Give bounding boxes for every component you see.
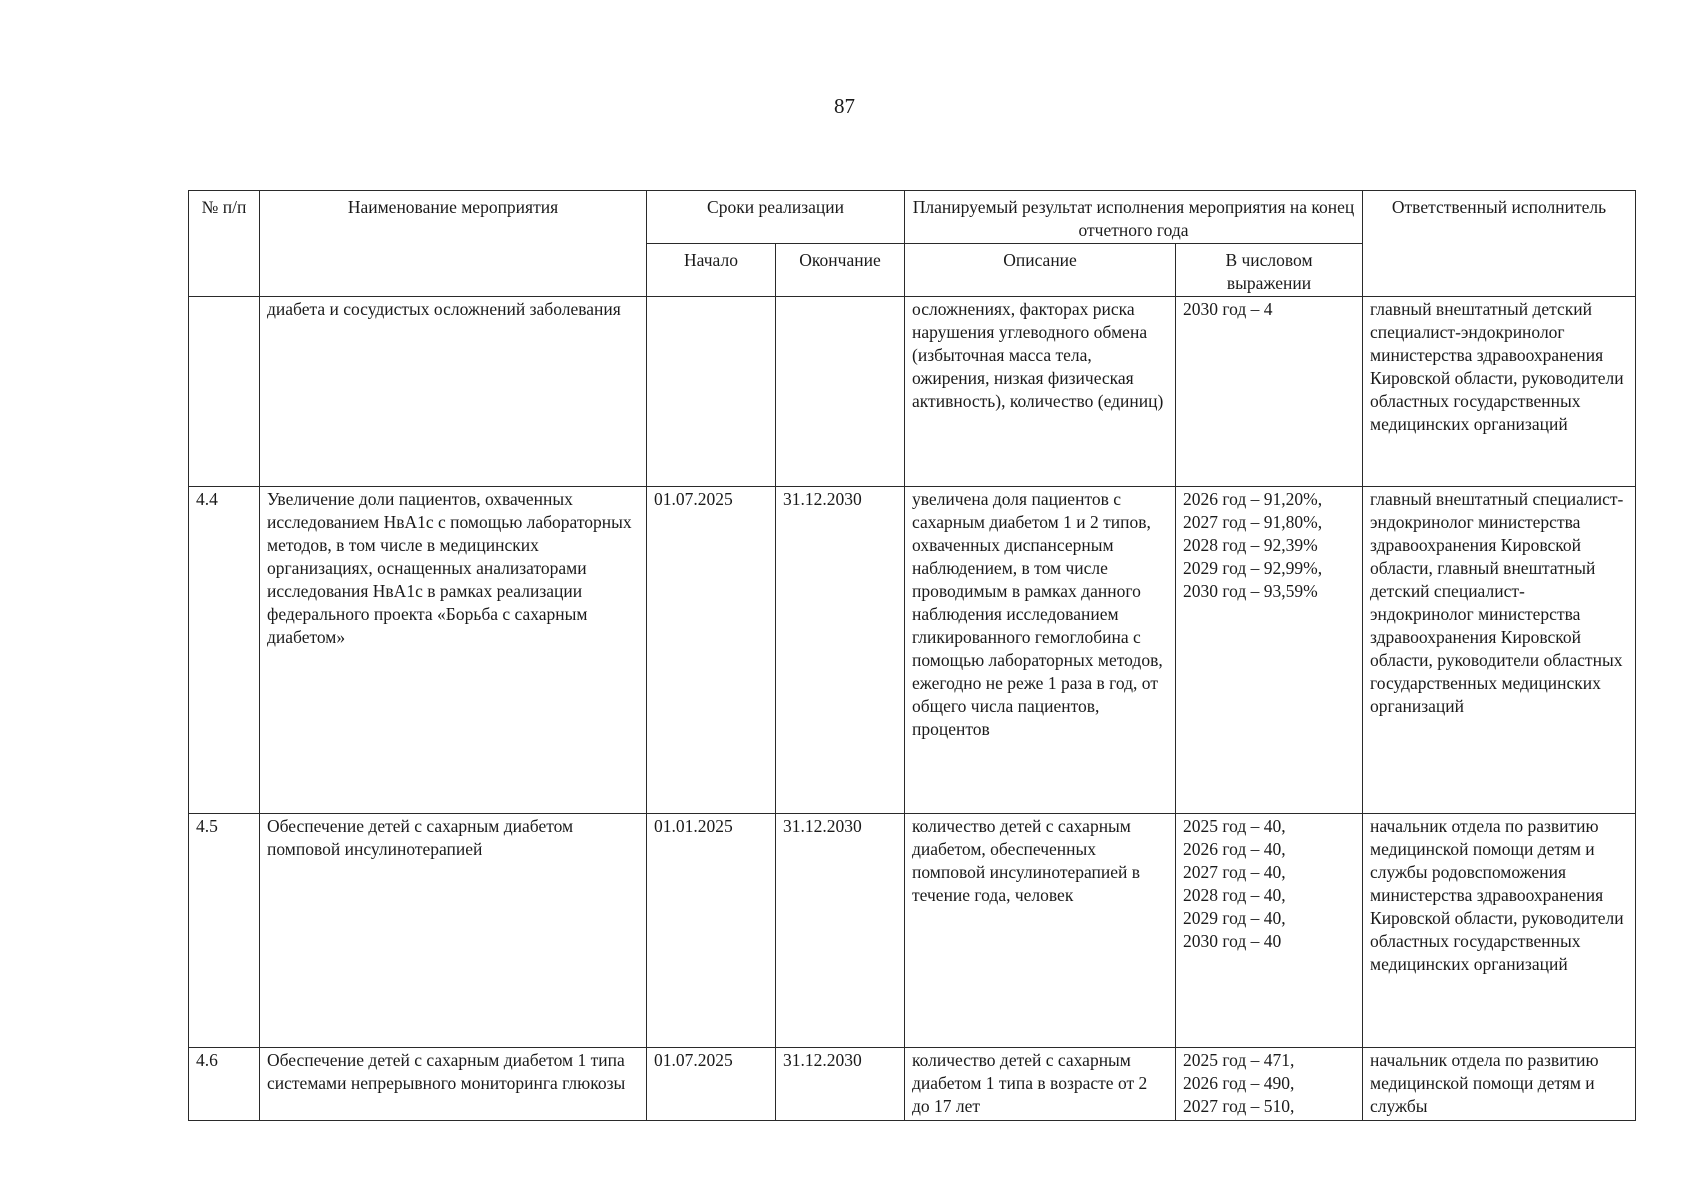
header-executor: Ответственный исполнитель	[1363, 191, 1636, 297]
numeric-line: 2028 год – 92,39%	[1183, 535, 1318, 555]
numeric-line: 2030 год – 4	[1183, 299, 1273, 319]
row-description: увеличена доля пациентов с сахарным диабетом 1 и 2 типов, охваченных диспансерным наблюдением, в том числе проводимым в рамках данного наблюдения исследованием гликированного гемоглобина с помощью лабораторных методов, ежегодно не реже 1 раза в год, от общего числа пациентов, процентов	[905, 487, 1176, 814]
row-num: 4.4	[189, 487, 260, 814]
numeric-line: 2025 год – 40,	[1183, 816, 1286, 836]
numeric-line: 2030 год – 93,59%	[1183, 581, 1318, 601]
row-num: 4.5	[189, 814, 260, 1048]
header-end: Окончание	[776, 244, 905, 297]
row-name: диабета и сосудистых осложнений заболевания	[260, 297, 647, 487]
row-num	[189, 297, 260, 487]
row-executor: начальник отдела по развитию медицинской помощи детям и службы	[1363, 1048, 1636, 1121]
header-start: Начало	[647, 244, 776, 297]
page-number: 87	[834, 94, 855, 118]
row-numeric	[1176, 1048, 1363, 1121]
numeric-line: 2028 год – 40,	[1183, 885, 1286, 905]
header-name: Наименование мероприятия	[260, 191, 647, 297]
numeric-line: 2027 год – 510,	[1183, 1096, 1295, 1116]
numeric-line: 2026 год – 490,	[1183, 1073, 1295, 1093]
row-start: 01.07.2025	[647, 487, 776, 814]
row-end	[776, 297, 905, 487]
header-numeric: В числовом выражении	[1176, 244, 1363, 297]
numeric-line: 2026 год – 91,20%,	[1183, 489, 1323, 509]
table-row	[189, 297, 1636, 487]
row-end: 31.12.2030	[776, 487, 905, 814]
numeric-line: 2030 год – 40	[1183, 931, 1282, 951]
header-terms: Сроки реализации	[647, 191, 905, 244]
row-start: 01.01.2025	[647, 814, 776, 1048]
numeric-line: 2027 год – 91,80%,	[1183, 512, 1323, 532]
row-numeric	[1176, 487, 1363, 814]
header-description: Описание	[905, 244, 1176, 297]
numeric-line: 2029 год – 92,99%,	[1183, 558, 1323, 578]
row-end: 31.12.2030	[776, 814, 905, 1048]
row-name: Увеличение доли пациентов, охваченных исследованием НвА1с с помощью лабораторных методов, в том числе в медицинских организациях, оснащенных анализаторами исследования НвА1с в рамках реализации федерального проекта «Борьба с сахарным диабетом»	[260, 487, 647, 814]
row-name: Обеспечение детей с сахарным диабетом помповой инсулинотерапией	[260, 814, 647, 1048]
row-executor: начальник отдела по развитию медицинской помощи детям и службы родовспоможения министерства здравоохранения Кировской области, руководители областных государственных медицинских организаций	[1363, 814, 1636, 1048]
table-row	[189, 814, 1636, 1048]
row-numeric	[1176, 814, 1363, 1048]
row-description: количество детей с сахарным диабетом 1 типа в возрасте от 2 до 17 лет	[905, 1048, 1176, 1121]
row-executor: главный внештатный детский специалист-эндокринолог министерства здравоохранения Кировской области, руководители областных государственных медицинских организаций	[1363, 297, 1636, 487]
numeric-line: 2025 год – 471,	[1183, 1050, 1295, 1070]
row-start	[647, 297, 776, 487]
header-num: № п/п	[189, 191, 260, 297]
row-end: 31.12.2030	[776, 1048, 905, 1121]
numeric-line: 2026 год – 40,	[1183, 839, 1286, 859]
table-row	[189, 1048, 1636, 1121]
row-executor: главный внештатный специалист-эндокринолог министерства здравоохранения Кировской области, главный внештатный детский специалист-эндокринолог министерства здравоохранения Кировской области, руководители областных государственных медицинских организаций	[1363, 487, 1636, 814]
row-name: Обеспечение детей с сахарным диабетом 1 типа системами непрерывного мониторинга глюкозы	[260, 1048, 647, 1121]
row-num: 4.6	[189, 1048, 260, 1121]
header-row	[189, 191, 1636, 244]
header-result: Планируемый результат исполнения мероприятия на конец отчетного года	[905, 191, 1363, 244]
table-row	[189, 487, 1636, 814]
numeric-line: 2027 год – 40,	[1183, 862, 1286, 882]
row-description: осложнениях, факторах риска нарушения углеводного обмена (избыточная масса тела, ожирения, низкая физическая активность), количество (единиц)	[905, 297, 1176, 487]
numeric-line: 2029 год – 40,	[1183, 908, 1286, 928]
row-description: количество детей с сахарным диабетом, обеспеченных помповой инсулинотерапией в течение года, человек	[905, 814, 1176, 1048]
row-start: 01.07.2025	[647, 1048, 776, 1121]
row-numeric	[1176, 297, 1363, 487]
activities-table	[188, 190, 1636, 1121]
